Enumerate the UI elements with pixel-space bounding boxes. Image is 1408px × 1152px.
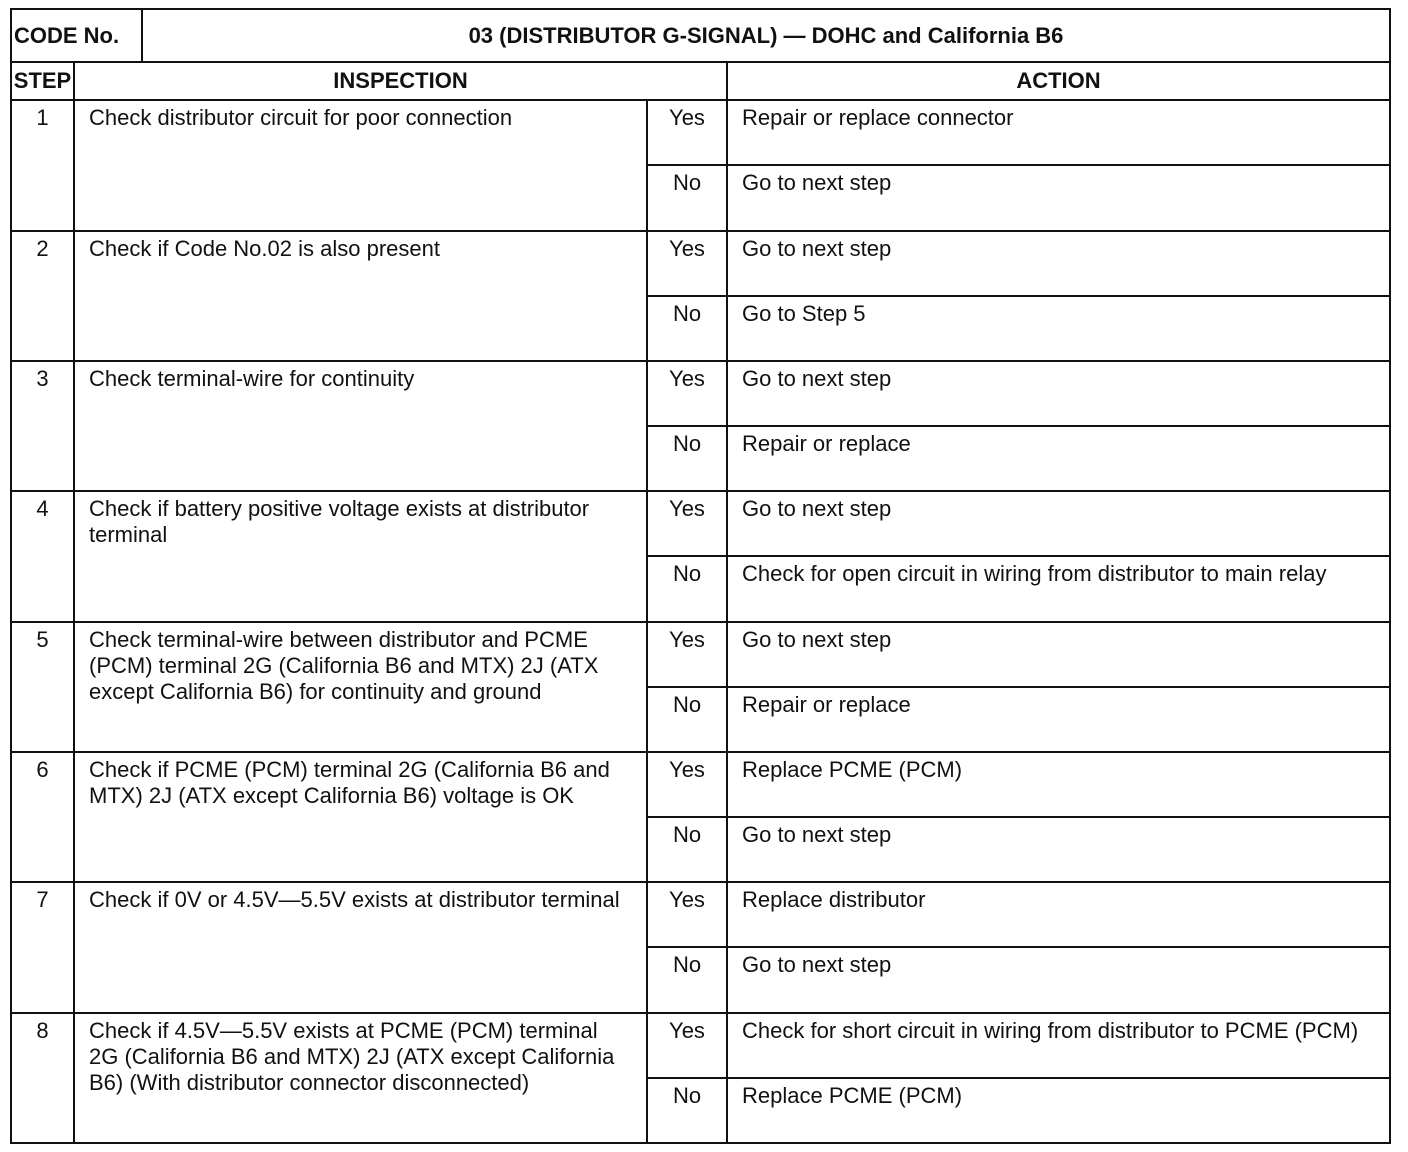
diagnosis-table-body [11, 9, 1390, 1143]
step-number: 5 [11, 622, 74, 752]
no-label: No [647, 687, 727, 752]
no-action-text: Check for open circuit in wiring from distributor to main relay [727, 556, 1390, 621]
no-action-text: Go to next step [727, 947, 1390, 1012]
no-label: No [647, 817, 727, 882]
step-number: 6 [11, 752, 74, 882]
inspection-text: Check if 0V or 4.5V—5.5V exists at distributor terminal [74, 882, 647, 1012]
no-action-text: Repair or replace [727, 426, 1390, 491]
yes-label: Yes [647, 1013, 727, 1078]
no-action-text: Repair or replace [727, 687, 1390, 752]
yes-action-text: Go to next step [727, 231, 1390, 296]
step-number: 4 [11, 491, 74, 621]
code-number-label: CODE No. [11, 9, 142, 62]
inspection-text: Check if battery positive voltage exists at distributor terminal [74, 491, 647, 621]
diagnosis-table [10, 8, 1391, 1144]
yes-action-text: Go to next step [727, 622, 1390, 687]
step-number: 1 [11, 100, 74, 230]
step-number: 8 [11, 1013, 74, 1143]
step-row-yes [11, 491, 1390, 556]
no-label: No [647, 556, 727, 621]
step-row-yes [11, 622, 1390, 687]
step-number: 2 [11, 231, 74, 361]
no-action-text: Go to next step [727, 817, 1390, 882]
yes-label: Yes [647, 361, 727, 426]
step-row-yes [11, 1013, 1390, 1078]
no-label: No [647, 1078, 727, 1143]
yes-label: Yes [647, 622, 727, 687]
yes-label: Yes [647, 752, 727, 817]
yes-action-text: Replace distributor [727, 882, 1390, 947]
yes-label: Yes [647, 882, 727, 947]
yes-action-text: Check for short circuit in wiring from distributor to PCME (PCM) [727, 1013, 1390, 1078]
inspection-column-header: INSPECTION [74, 62, 727, 100]
step-number: 7 [11, 882, 74, 1012]
column-header-row [11, 62, 1390, 100]
step-row-yes [11, 100, 1390, 165]
step-row-yes [11, 882, 1390, 947]
yes-action-text: Go to next step [727, 361, 1390, 426]
no-action-text: Go to next step [727, 165, 1390, 230]
inspection-text: Check if PCME (PCM) terminal 2G (California B6 and MTX) 2J (ATX except California B6) voltage is OK [74, 752, 647, 882]
code-title: 03 (DISTRIBUTOR G-SIGNAL) — DOHC and California B6 [142, 9, 1390, 62]
code-header-row [11, 9, 1390, 62]
yes-action-text: Go to next step [727, 491, 1390, 556]
yes-action-text: Repair or replace connector [727, 100, 1390, 165]
step-row-yes [11, 752, 1390, 817]
inspection-text: Check distributor circuit for poor connection [74, 100, 647, 230]
inspection-text: Check if 4.5V—5.5V exists at PCME (PCM) terminal 2G (California B6 and MTX) 2J (ATX except California B6) (With distributor connector disconnected) [74, 1013, 647, 1143]
yes-label: Yes [647, 491, 727, 556]
no-label: No [647, 947, 727, 1012]
yes-label: Yes [647, 231, 727, 296]
inspection-text: Check terminal-wire for continuity [74, 361, 647, 491]
no-action-text: Replace PCME (PCM) [727, 1078, 1390, 1143]
step-row-yes [11, 361, 1390, 426]
no-action-text: Go to Step 5 [727, 296, 1390, 361]
yes-label: Yes [647, 100, 727, 165]
inspection-text: Check if Code No.02 is also present [74, 231, 647, 361]
step-number: 3 [11, 361, 74, 491]
no-label: No [647, 165, 727, 230]
inspection-text: Check terminal-wire between distributor and PCME (PCM) terminal 2G (California B6 and MTX) 2J (ATX except California B6) for continuity and ground [74, 622, 647, 752]
action-column-header: ACTION [727, 62, 1390, 100]
step-row-yes [11, 231, 1390, 296]
no-label: No [647, 426, 727, 491]
step-column-header: STEP [11, 62, 74, 100]
yes-action-text: Replace PCME (PCM) [727, 752, 1390, 817]
no-label: No [647, 296, 727, 361]
